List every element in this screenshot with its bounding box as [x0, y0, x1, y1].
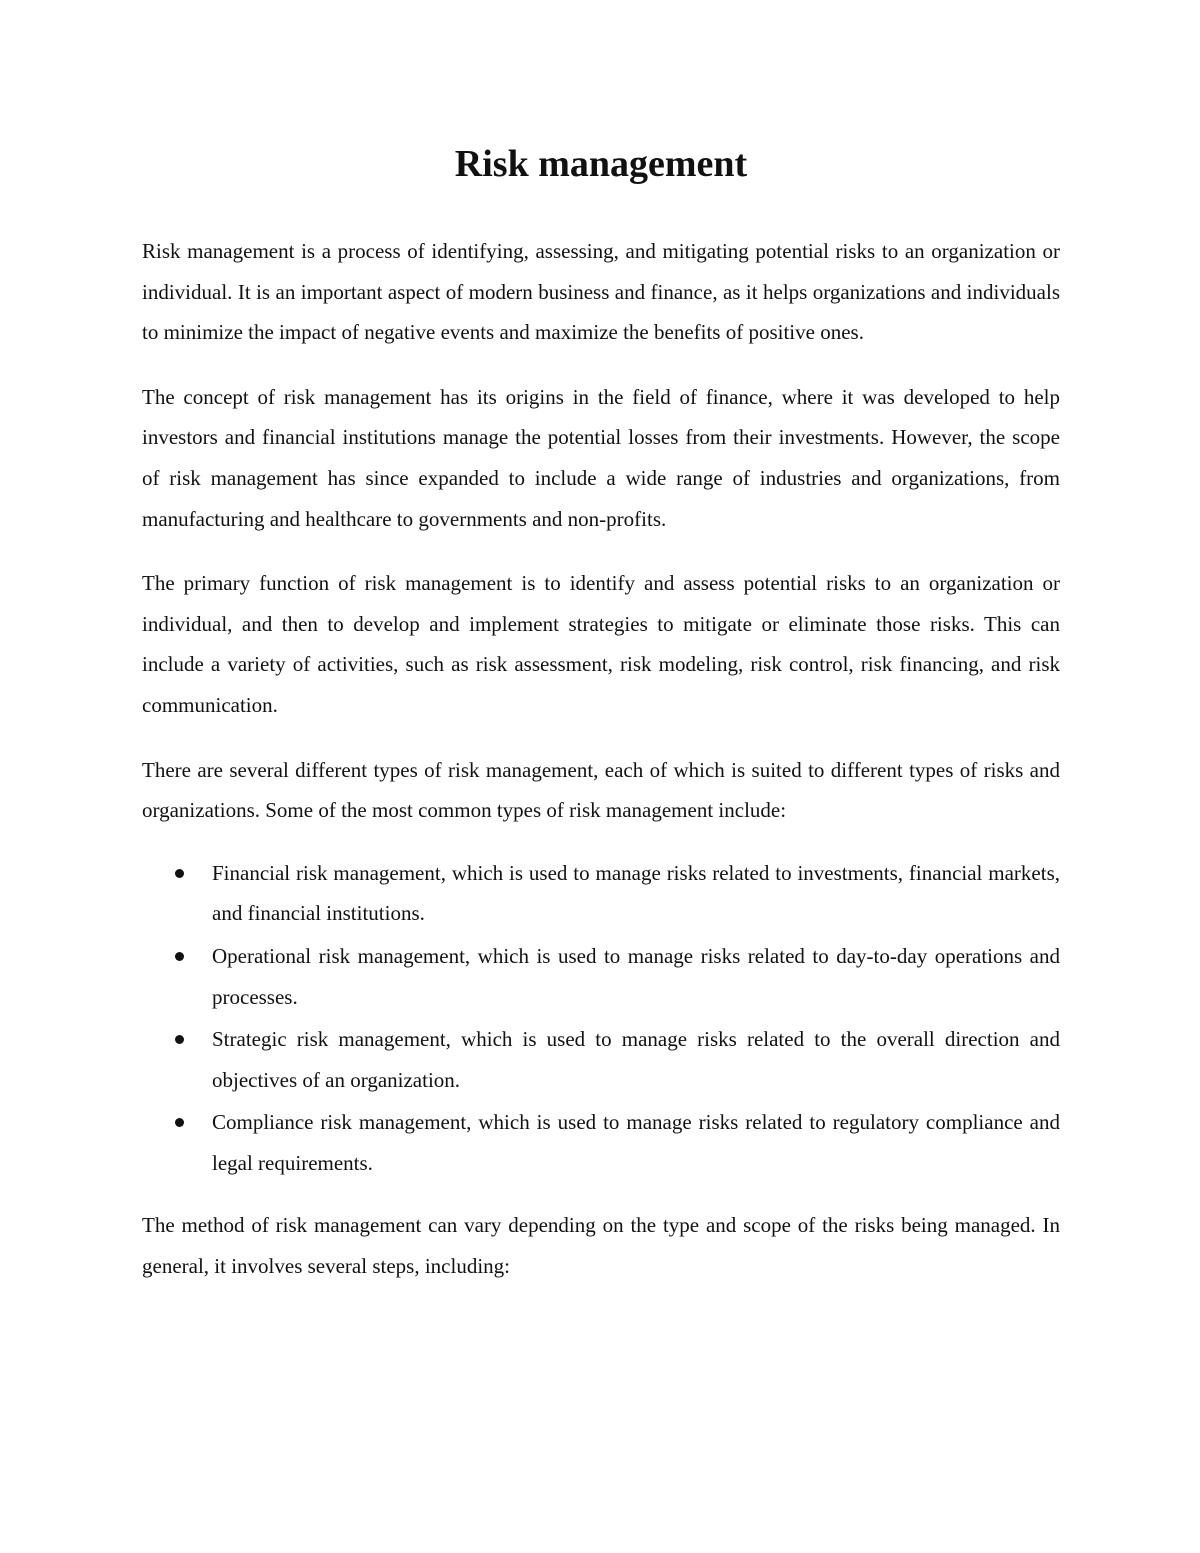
list-item-text: Compliance risk management, which is used to manage risks related to regulatory compliance and legal requirements.	[212, 1110, 1060, 1175]
document-title: Risk management	[454, 143, 748, 185]
paragraph-method: The method of risk management can vary depending on the type and scope of the risks being managed. In general, it involves several steps, including:	[142, 1213, 1060, 1279]
paragraph-types-intro: There are several different types of risk management, each of which is suited to different types of risks and organizations. Some of the most common types of risk management include:	[142, 757, 1060, 823]
list-item	[142, 936, 1060, 1017]
bullet-icon	[175, 869, 184, 878]
bullet-icon	[175, 1118, 184, 1127]
document-page	[142, 140, 1060, 1287]
paragraph-origins: The concept of risk management has its origins in the field of finance, where it was developed to help investors and financial institutions manage the potential losses from their investments. However, the scope of risk management has since expanded to include a wide range of industries and organizations, from manufacturing and healthcare to governments and non-profits.	[142, 384, 1060, 531]
list-item-text: Financial risk management, which is used to manage risks related to investments, financial markets, and financial institutions.	[212, 860, 1060, 926]
list-item	[142, 1102, 1060, 1183]
paragraph-intro: Risk management is a process of identifying, assessing, and mitigating potential risks to an organization or individual. It is an important aspect of modern business and finance, as it helps organizations and individuals to minimize the impact of negative events and maximize the benefits of positive ones.	[142, 239, 1060, 345]
list-item-text: Operational risk management, which is used to manage risks related to day-to-day operations and processes.	[212, 943, 1060, 1009]
list-item	[142, 1019, 1060, 1100]
paragraph-primary-function: The primary function of risk management is to identify and assess potential risks to an organization or individual, and then to develop and implement strategies to mitigate or eliminate those risks. This can include a variety of activities, such as risk assessment, risk modeling, risk control, risk financing, and risk communication.	[142, 571, 1060, 717]
types-bullet-list	[142, 853, 1060, 1184]
list-item	[142, 853, 1060, 934]
bullet-icon	[175, 952, 184, 961]
list-item-text: Strategic risk management, which is used to manage risks related to the overall direction and objectives of an organization.	[212, 1027, 1060, 1092]
bullet-icon	[175, 1035, 184, 1044]
